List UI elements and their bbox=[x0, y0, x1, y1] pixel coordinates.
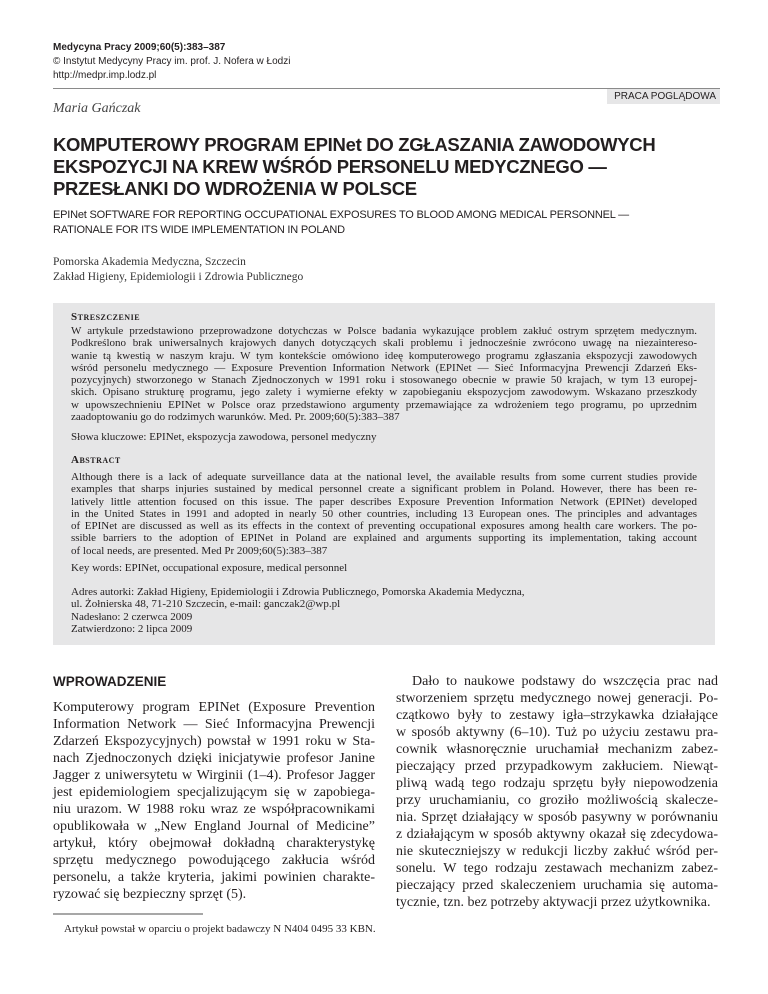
affiliation-line: Pomorska Akademia Medyczna, Szczecin bbox=[53, 256, 246, 268]
text-line: Dało to naukowe podstawy do wszczęcia prac nad bbox=[412, 674, 718, 689]
abstract-text bbox=[71, 471, 697, 557]
text-line: nach Zjednoczonych dzięki inicjatywie profesor Janine bbox=[53, 751, 375, 766]
text-line: pieczający przed przypadkowym zakłuciem. Niewąt- bbox=[396, 759, 718, 774]
correspondence bbox=[71, 586, 697, 635]
text-line: ssible barriers to the adoption of EPINet in Poland are explained and arguments supporting its implementation, taking account bbox=[71, 532, 697, 545]
text-line: ryzować się bezpieczny sprzęt (5). bbox=[53, 887, 247, 902]
affiliation-line: Zakład Higieny, Epidemiologii i Zdrowia Publicznego bbox=[53, 271, 304, 283]
text-line: wanie tą kwestią w naszym kraju. W tym kontekście omówiono ideę komputerowego programu zgłaszania ekspozycji zawodowych bbox=[71, 349, 697, 362]
text-line: nie skuteczniejszy w redukcji liczby zakłuć wśród per- bbox=[396, 844, 718, 859]
journal-citation: Medycyna Pracy 2009;60(5):383–387 bbox=[53, 42, 226, 53]
text-line: Podkreślono brak uniwersalnych krajowych danych dotyczących skali problemu i jednocześnie zwrócono uwagę na niezaintereso- bbox=[71, 337, 697, 350]
text-line: personelu, a także kryteria, jakimi powinien charakte- bbox=[53, 870, 375, 885]
text-line: w sposób aktywny (6–10). Tuż po użyciu zestawu pra- bbox=[396, 725, 718, 740]
text-line: skich. Opisano strukturę programu, jego zalety i wymierne efekty w zapobieganiu ekspozycjom zawodowym. Wskazano przeszkody bbox=[71, 386, 697, 399]
text-line: of local needs, are presented. Med Pr 2009;60(5):383–387 bbox=[71, 544, 328, 557]
text-line: Jagger z uniwersytetu w Wirginii (1–4). Profesor Jagger bbox=[53, 768, 375, 783]
title-line: KOMPUTEROWY PROGRAM EPINet DO ZGŁASZANIA ZAWODOWYCH bbox=[53, 134, 656, 155]
text-line: przy uruchamianiu, co groziło możliwością skalecze- bbox=[396, 793, 718, 808]
text-line: artykuł, który obejmował dokładną charakterystykę bbox=[53, 836, 375, 851]
text-line: latively little attention focused on this issue. The paper describes Exposure Prevention Information Network (EPINet) developed bbox=[71, 495, 697, 508]
text-line: Information Network — Sieć Informacyjna Prewencji bbox=[53, 717, 375, 732]
footnote: Artykuł powstał w oparciu o projekt badawczy N N404 0495 33 KBN. bbox=[64, 923, 376, 935]
left-column bbox=[53, 699, 375, 903]
text-line: z działającym w sposób aktywny okazał się zdecydowa- bbox=[396, 827, 718, 842]
subtitle-line: RATIONALE FOR ITS WIDE IMPLEMENTATION IN POLAND bbox=[53, 224, 345, 236]
streszczenie-text bbox=[71, 325, 697, 423]
text-line: w upowszechnieniu EPINet w Polsce oraz przedstawiono argumenty przemawiające za wdrożeniem tego programu, po uprzednim bbox=[71, 398, 697, 411]
text-line: sonelu. W tego rodzaju zestawach mechanizm zabez- bbox=[396, 861, 718, 876]
english-title bbox=[53, 208, 629, 238]
text-line: Although there is a lack of adequate surveillance data at the national level, the available results from some current studies provide bbox=[71, 471, 697, 483]
text-line: sprzętu medycznego powodującego zakłucia wśród bbox=[53, 853, 375, 868]
correspondence-line: Nadesłano: 2 czerwca 2009 bbox=[71, 610, 193, 623]
article-title bbox=[53, 134, 655, 200]
author-name: Maria Gańczak bbox=[53, 101, 141, 116]
affiliation bbox=[53, 255, 303, 285]
text-line: pliwą wadą tego rodzaju sprzętu były niepowodzenia bbox=[396, 776, 718, 791]
text-line: stworzeniem sprzętu medycznego nowej generacji. Po- bbox=[396, 691, 718, 706]
text-line: pieczający przed skaleczeniem uruchamia się automa- bbox=[396, 878, 718, 893]
text-line: tycznie, tzn. bez potrzeby aktywacji przez użytkownika. bbox=[396, 895, 711, 910]
text-line: pozycyjnych) stworzonego w Stanach Zjednoczonych w 1991 roku i stosowanego obecnie w prawie 50 krajach, w tym 13 europej- bbox=[71, 374, 697, 387]
abstract-heading: Abstract bbox=[71, 454, 121, 466]
text-line: examples that sharps injuries sustained by medical personnel create a significant problem in Poland. However, there has been re- bbox=[71, 483, 697, 496]
streszczenie-heading: Streszczenie bbox=[71, 311, 141, 323]
title-line: EKSPOZYCJI NA KREW WŚRÓD PERSONELU MEDYCZNEGO — bbox=[53, 156, 607, 177]
correspondence-line: Adres autorki: Zakład Higieny, Epidemiologii i Zdrowia Publicznego, Pomorska Akademia Medyczna, bbox=[71, 586, 525, 598]
copyright: © Instytut Medycyny Pracy im. prof. J. Nofera w Łodzi bbox=[53, 56, 291, 67]
text-line: Zdarzeń Ekspozycyjnych) powstał w 1991 roku w Sta- bbox=[53, 734, 375, 749]
abstract-box bbox=[53, 303, 715, 645]
text-line: wśród personelu medycznego — Exposure Prevention Information Network (EPINet — Sieć Informacyjna Prewencji Zdarzeń Eks- bbox=[71, 361, 697, 374]
text-line: of EPINet are discussed as well as its effects in the context of preventing occupational exposures among health care workers. The po- bbox=[71, 520, 697, 533]
footnote-divider bbox=[53, 913, 203, 915]
text-line: opublikowała w „New England Journal of Medicine” bbox=[53, 819, 375, 834]
journal-url[interactable]: http://medpr.imp.lodz.pl bbox=[53, 70, 157, 81]
text-line: in the United States in 1991 and adopted in nearly 50 other countries, including 13 European ones. The principles and advantages bbox=[71, 507, 697, 520]
right-column bbox=[396, 673, 718, 911]
text-line: nia. Sprzęt działający w sposób pasywny w porównaniu bbox=[396, 810, 718, 825]
text-line: Komputerowy program EPINet (Exposure Prevention bbox=[53, 700, 375, 715]
text-line: W artykule przedstawiono przeprowadzone dotychczas w Polsce badania wykazujące problem zakłuć ostrym sprzętem medycznym. bbox=[71, 325, 697, 337]
article-type-badge: PRACA POGLĄDOWA bbox=[607, 89, 720, 104]
slowa-kluczowe: Słowa kluczowe: EPINet, ekspozycja zawodowa, personel medyczny bbox=[71, 431, 377, 443]
key-words: Key words: EPINet, occupational exposure, medical personnel bbox=[71, 562, 348, 574]
correspondence-line: Zatwierdzono: 2 lipca 2009 bbox=[71, 622, 193, 635]
subtitle-line: EPINet SOFTWARE FOR REPORTING OCCUPATIONAL EXPOSURES TO BLOOD AMONG MEDICAL PERSONNEL — bbox=[53, 209, 629, 221]
text-line: cownik własnoręcznie uruchamiał mechanizm zabez- bbox=[396, 742, 718, 757]
correspondence-line: ul. Żołnierska 48, 71-210 Szczecin, e-mail: ganczak2@wp.pl bbox=[71, 598, 341, 611]
section-heading: WPROWADZENIE bbox=[53, 674, 167, 689]
text-line: jest epidemiologiem specjalizującym się w zapobiega- bbox=[53, 785, 375, 800]
text-line: czątkowo były to zestawy igła–strzykawka działające bbox=[396, 708, 718, 723]
text-line: zaadoptowaniu go do rodzimych warunków. Med. Pr. 2009;60(5):383–387 bbox=[71, 411, 400, 424]
text-line: niu urazom. W 1988 roku wraz ze współpracownikami bbox=[53, 802, 375, 817]
title-line: PRZESŁANKI DO WDROŻENIA W POLSCE bbox=[53, 178, 417, 199]
